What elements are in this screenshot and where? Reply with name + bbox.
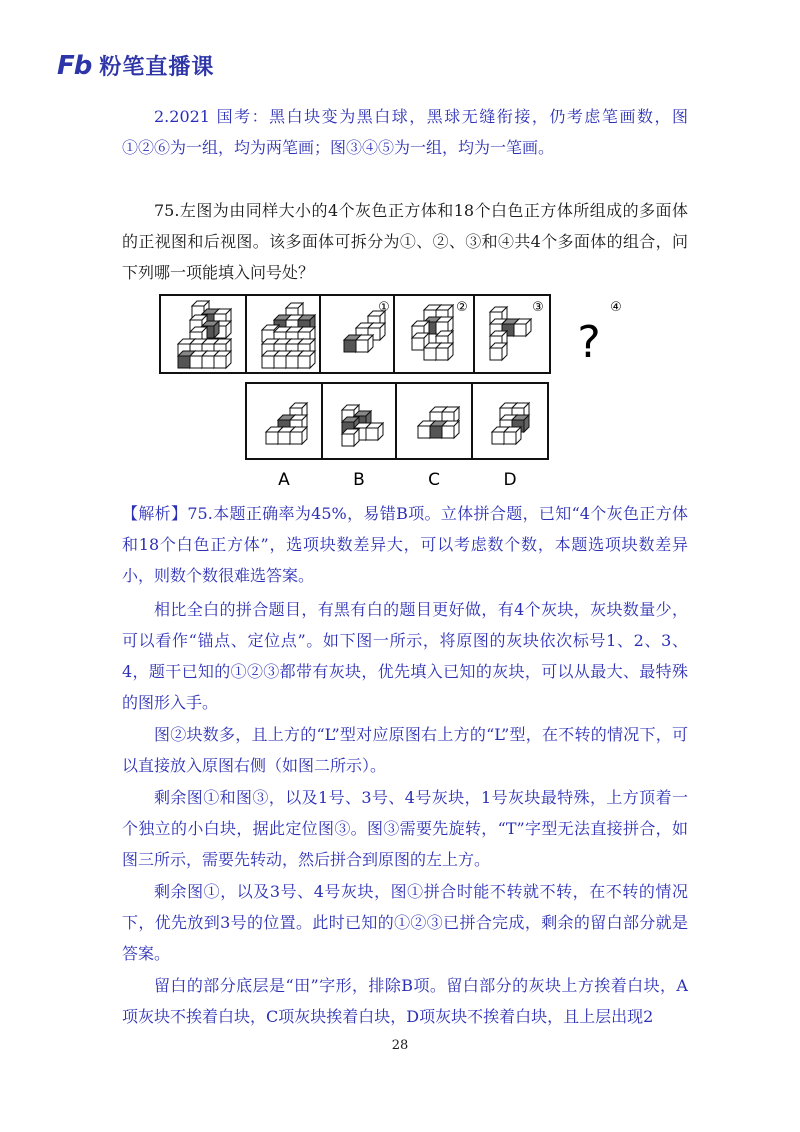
option-c-label: C [428,470,440,490]
front-view-polyhedron [178,301,231,368]
question-mark: ? [577,317,601,368]
answer-paragraph-2021: 2.2021 国考：黑白块变为黑白球，黑球无缝衔接，仍考虑笔画数，图①②⑥为一组，均为两笔画；图③④⑤为一组，均为一笔画。 [122,107,688,157]
page-number: 28 [391,1038,409,1053]
option-a-label: A [278,470,290,490]
option-b-figure [342,405,383,446]
brand-logo [57,50,214,81]
fb-logo-icon: Fb [57,50,92,81]
analysis-paragraph-1: 【解析】75.本题正确率为45%，易错B项。立体拼合题，已知“4个灰色正方体和18个白色正方体”，选项块数差异大，可以考虑数个数，本题选项块数差异小，则数个数很难选答案。 [122,504,688,585]
question-figure [160,295,622,490]
piece-2 [412,305,453,360]
option-d-figure [492,403,529,444]
piece-label-2: ② [456,300,468,315]
piece-1 [344,311,385,352]
piece-3 [490,307,531,360]
analysis-paragraph-4: 剩余图①和图③，以及1号、3号、4号灰块，1号灰块最特殊，上方顶着一个独立的小白块，据此定位图③。图③需要先旋转，“T”字型无法直接拼合，如图三所示，需要先转动，然后拼合到原图的左上方。 [122,788,688,869]
analysis-paragraph-2: 相比全白的拼合题目，有黑有白的题目更好做，有4个灰块，灰块数量少，可以看作“锚点、定位点”。如下图一所示，将原图的灰块依次标号1、2、3、4，题干已知的①②③都带有灰块，优先填入已知的灰块，可以从最大、最特殊的图形入手。 [122,600,688,712]
back-view-polyhedron [262,303,315,368]
piece-label-4: ④ [610,300,622,315]
option-d-label: D [503,470,517,490]
piece-label-3: ③ [532,300,544,315]
piece-label-1: ① [378,300,390,315]
question-75: 75.左图为由同样大小的4个灰色正方体和18个白色正方体所组成的多面体的正视图和后视图。该多面体可拆分为①、②、③和④共4个多面体的组合，问下列哪一项能填入问号处？ [122,201,688,282]
option-a-figure [266,403,307,444]
analysis-paragraph-5: 剩余图①，以及3号、4号灰块，图①拼合时能不转就不转，在不转的情况下，优先放到3号的位置。此时已知的①②③已拼合完成，剩余的留白部分就是答案。 [122,882,688,963]
option-c-figure [418,407,459,438]
brand-name: 粉笔直播课 [99,55,215,80]
option-b-label: B [353,470,365,490]
analysis-paragraph-6: 留白的部分底层是“田”字形，排除B项。留白部分的灰块上方挨着白块，A项灰块不挨着白块，C项灰块挨着白块，D项灰块不挨着白块，且上层出现2 [122,976,688,1026]
analysis-paragraph-3: 图②块数多，且上方的“L”型对应原图右上方的“L”型，在不转的情况下，可以直接放入原图右侧（如图二所示）。 [122,725,688,775]
